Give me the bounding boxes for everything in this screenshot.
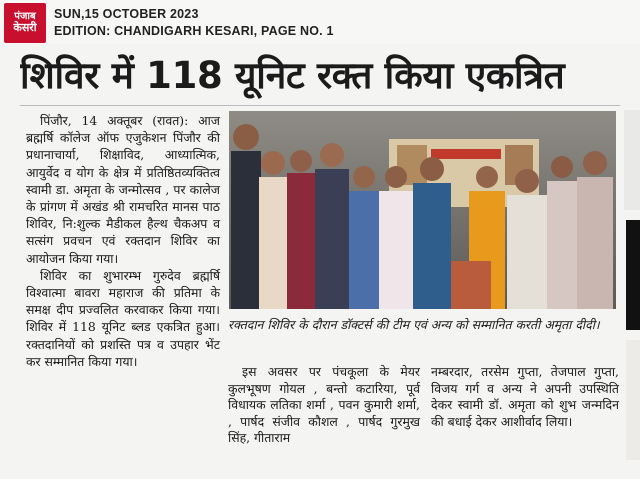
- article-right-column: [431, 364, 619, 430]
- photo-caption: रक्तदान शिविर के दौरान डॉक्टर्स की टीम एवं अन्य को सम्मानित करती अमृता दीदी।: [228, 317, 600, 332]
- edition-info: [54, 6, 334, 40]
- newspaper-logo: [4, 3, 46, 43]
- group-photo-illustration: [229, 111, 616, 309]
- article-paragraph-4: नम्बरदार, तरसेम गुप्ता, तेजपाल गुप्ता, विजय गर्ग व अन्य ने अपनी उपस्थिति देकर स्वामी डॉ. अमृता को शुभ जन्मदिन की बधाई देकर आशीर्वाद लिया।: [431, 364, 619, 429]
- adjacent-article-edge: [622, 110, 640, 479]
- edition-date: SUN,15 OCTOBER 2023: [54, 7, 199, 21]
- article-paragraph-2: शिविर का शुभारम्भ गुरुदेव ब्रह्मर्षि विश्वात्मा बावरा महाराज की प्रतिमा के समक्ष दीप प्रज्वलित करवाकर किया गया। शिविर में 118 यूनिट ब्लड एकत्रित हुआ। रक्तदानियों को प्रशस्ति पत्र व उपहार भेंट कर सम्मानित किया गया।: [26, 267, 220, 369]
- logo-line-1: पंजाब: [14, 10, 36, 22]
- logo-line-2: केसरी: [13, 21, 37, 35]
- edition-header: [0, 0, 640, 44]
- article-headline: शिविर में 118 यूनिट रक्त किया एकत्रित: [20, 54, 565, 97]
- article-photo: [229, 111, 616, 309]
- edition-name: EDITION: CHANDIGARH KESARI, PAGE NO. 1: [54, 24, 334, 38]
- headline-divider: [20, 105, 620, 106]
- article-middle-column: [228, 364, 420, 447]
- article-paragraph-3: इस अवसर पर पंचकूला के मेयर कुलभूषण गोयल , बन्तो कटारिया, पूर्व विधायक लतिका शर्मा , पवन कुमारी शर्मा, , पार्षद संजीव कौशल , पार्षद गुरमुख सिंह, गीताराम: [228, 364, 420, 446]
- article-left-column: [26, 112, 220, 370]
- article-paragraph-1: पिंजौर, 14 अक्तूबर (रावत): आज ब्रह्मर्षि कॉलेज ऑफ एजुकेशन पिंजौर की प्रधानाचार्या, शिक्षाविद, आध्यात्मिक, आयुर्वेद व योग के क्षेत्र में प्रतिष्ठितव्यक्तित्व स्वामी डा. अमृता के जन्मोत्सव , पर कालेज के प्रांगण में अखंड श्री रामचरित मानस पाठ शिविर, नि:शुल्क मैडीकल हैल्थ चैकअप व सत्संग प्रवचन एवं रक्तदान शिविर का आयोजन किया गया।: [26, 113, 220, 266]
- adjacent-article-fragment: [622, 110, 640, 479]
